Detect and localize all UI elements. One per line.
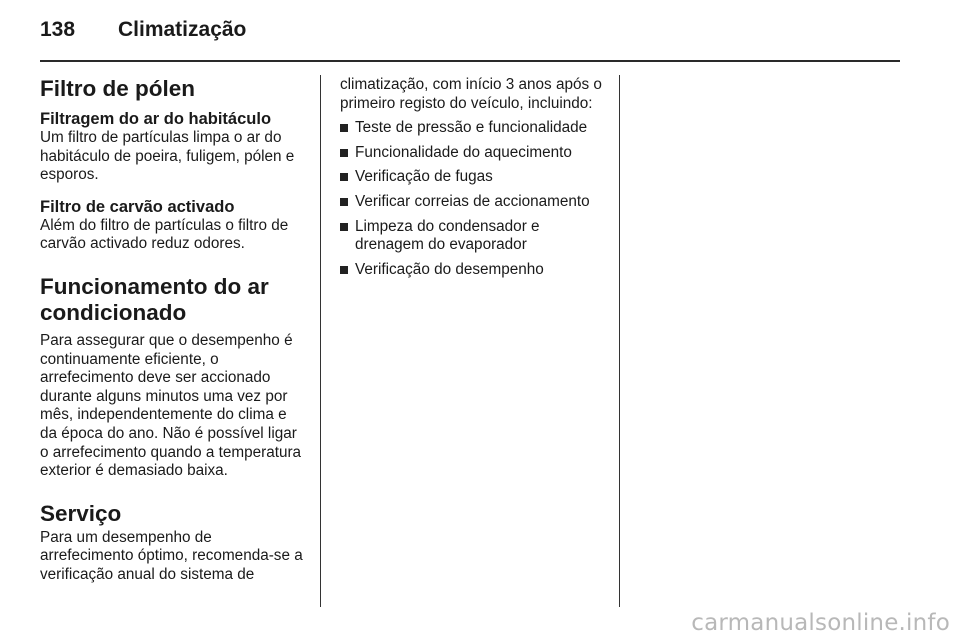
section-heading-pollen-filter: Filtro de pólen [40, 76, 195, 101]
list-item: Verificação do desempenho [340, 261, 610, 280]
list-item: Teste de pressão e funcionalidade [340, 119, 610, 138]
list-item: Verificar correias de accionamento [340, 193, 610, 212]
square-bullet-icon [340, 173, 348, 181]
service-check-list [340, 119, 610, 279]
section-heading-service: Serviço [40, 500, 122, 526]
watermark: carmanualsonline.info [691, 610, 950, 636]
square-bullet-icon [340, 124, 348, 132]
list-item: Limpeza do condensador e drenagem do evaporador [340, 218, 610, 255]
list-item: Verificação de fugas [340, 168, 610, 187]
page-number: 138 [40, 18, 76, 41]
square-bullet-icon [340, 149, 348, 157]
left-column [40, 76, 306, 585]
middle-column [340, 76, 610, 279]
paragraph-air-conditioning: Para assegurar que o desempenho é continuamente eficiente, o arrefecimento deve ser accionado durante alguns minutos uma vez por mês, independentemente do clima e da época do ano. Não é possível ligar o arrefecimento quando a temperatura exterior é demasiado baixa. [40, 331, 302, 480]
section-heading-air-conditioning: Funcionamento do ar condicionado [40, 273, 269, 325]
paragraph-service-continued: climatização, com início 3 anos após o primeiro registo do veículo, incluindo: [340, 76, 602, 112]
paragraph-cabin-filtering: Um filtro de partículas limpa o ar do habitáculo de poeira, fuligem, pólen e esporos. [40, 129, 295, 184]
page-header [40, 18, 246, 48]
column-divider-right [619, 75, 620, 607]
paragraph-service: Para um desempenho de arrefecimento óptimo, recomenda-se a verificação anual do sistema de [40, 528, 303, 583]
subheading-cabin-filtering: Filtragem do ar do habitáculo [40, 110, 272, 128]
header-divider [40, 60, 900, 62]
column-divider-left [320, 75, 321, 607]
square-bullet-icon [340, 266, 348, 274]
chapter-title: Climatização [118, 18, 247, 41]
list-item: Funcionalidade do aquecimento [340, 144, 610, 163]
square-bullet-icon [340, 223, 348, 231]
subheading-carbon-filter: Filtro de carvão activado [40, 197, 235, 216]
square-bullet-icon [340, 198, 348, 206]
paragraph-carbon-filter: Além do filtro de partículas o filtro de carvão activado reduz odores. [40, 216, 289, 253]
